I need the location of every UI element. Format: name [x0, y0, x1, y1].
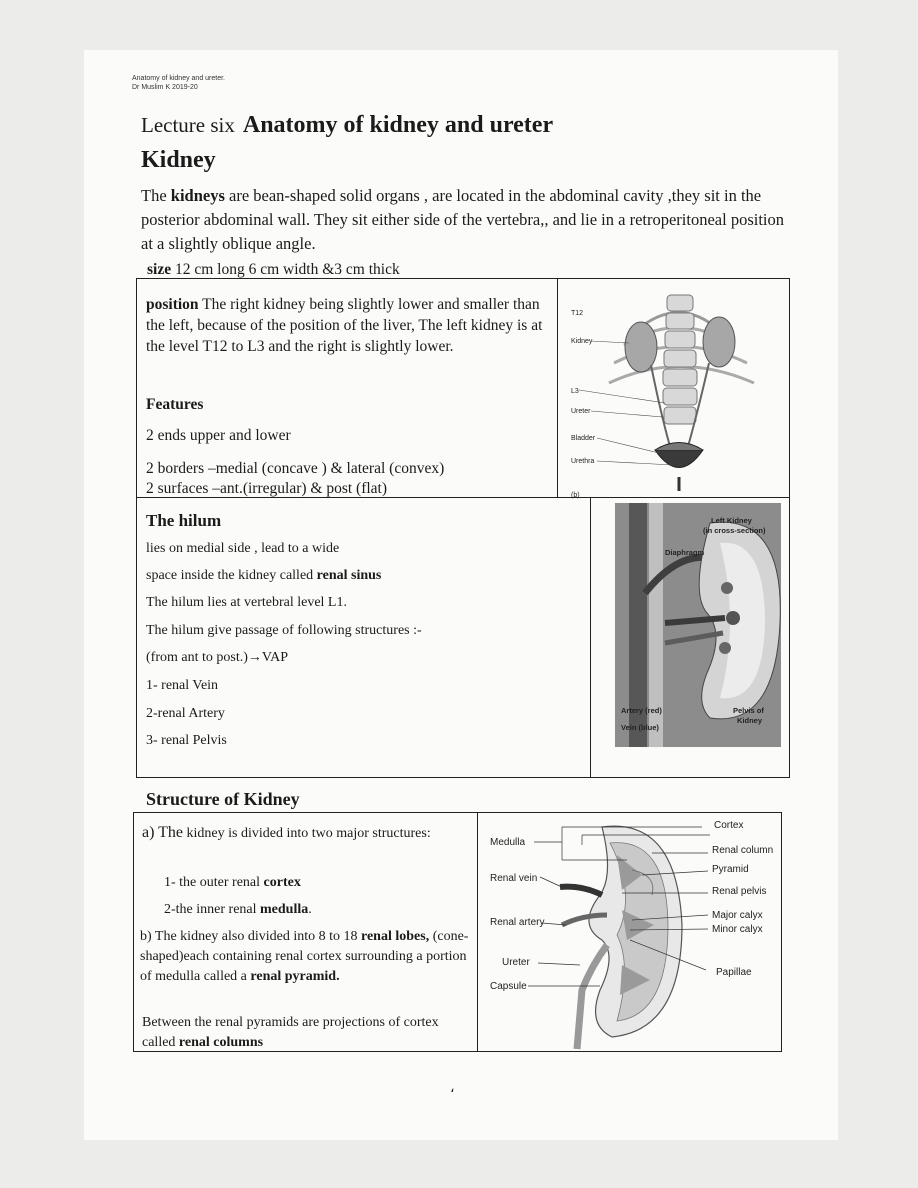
label-major-calyx: Major calyx — [712, 910, 763, 921]
kidney-cross-section-figure — [615, 503, 781, 747]
features-ends: 2 ends upper and lower — [146, 427, 291, 444]
spine-shape — [663, 295, 697, 424]
hilum-line: The hilum give passage of following structures :- — [146, 623, 422, 638]
bladder-shape — [655, 450, 703, 468]
label-renal-column: Renal column — [712, 845, 774, 856]
hilum-heading: The hilum — [146, 511, 222, 530]
label-minor-calyx: Minor calyx — [712, 924, 763, 935]
page-mark: ، — [450, 1081, 455, 1096]
label-pyramid: Pyramid — [712, 864, 749, 875]
kidney-structure-figure — [482, 815, 780, 1049]
size-line: size 12 cm long 6 cm width &3 cm thick — [147, 261, 400, 278]
label-l3: L3 — [571, 388, 579, 395]
hilum-line: space inside the kidney called renal sinus — [146, 568, 382, 583]
label-ureter: Ureter — [502, 957, 530, 968]
structure-table — [133, 812, 782, 1052]
document-header — [132, 74, 225, 92]
label-vein: Vein (blue) — [621, 723, 659, 732]
label-urethra: Urethra — [571, 458, 595, 465]
label-artery: Artery (red) — [621, 706, 662, 715]
table-divider — [477, 813, 478, 1051]
label-panel-b: (b) — [571, 492, 580, 499]
features-borders: 2 borders –medial (concave ) & lateral (convex) — [146, 460, 445, 477]
label-renal-pelvis: Renal pelvis — [712, 886, 767, 897]
features-heading: Features — [146, 396, 204, 413]
header-line-2: Dr Muslim K 2019-20 — [132, 84, 198, 91]
right-kidney-shape — [625, 322, 657, 372]
position-text: position The right kidney being slightly lower and smaller than the left, because of the position of the liver, The left kidney is at the level T12 to L3 and the right is slightly lower. — [146, 296, 543, 355]
label-renal-vein: Renal vein — [490, 873, 538, 884]
structure-a: a) The kidney is divided into two major structures: — [142, 824, 431, 841]
structure-a1: 1- the outer renal cortex — [164, 875, 301, 890]
lecture-label: Lecture six — [141, 113, 235, 137]
label-pelvis-2: Kidney — [737, 716, 763, 725]
left-kidney-shape — [703, 317, 735, 367]
label-capsule: Capsule — [490, 981, 527, 992]
renal-vein-shape — [560, 887, 602, 895]
hilum-line: (from ant to post.)→VAP — [146, 650, 289, 665]
urinary-system-figure — [569, 285, 781, 499]
label-pelvis-1: Pelvis of — [733, 706, 764, 715]
label-t12: T12 — [571, 310, 584, 317]
label-bladder: Bladder — [571, 435, 596, 442]
label-left-kidney: Left Kidney — [711, 516, 752, 525]
structure-c: Between the renal pyramids are projections of cortex called renal columns — [142, 1015, 439, 1050]
intro-paragraph: The kidneys are bean-shaped solid organs , are located in the abdominal cavity ,they sit in the posterior abdominal wall. They sit either side of the vertebra,, and lie in a retroperitoneal position at a slightly oblique angle. — [141, 186, 785, 253]
label-renal-artery: Renal artery — [490, 917, 545, 928]
table-divider — [557, 279, 558, 497]
label-papillae: Papillae — [716, 967, 752, 978]
structure-b: b) The kidney also divided into 8 to 18 renal lobes, (cone-shaped)each containing renal cortex surrounding a portion of medulla called a renal pyramid. — [140, 929, 469, 984]
section-heading-structure: Structure of Kidney — [146, 789, 300, 809]
hilum-line: The hilum lies at vertebral level L1. — [146, 595, 347, 610]
label-kidney: Kidney — [571, 338, 593, 345]
lecture-title: Anatomy of kidney and ureter — [242, 112, 554, 138]
label-diaphragm: Diaphragm — [665, 548, 705, 557]
hilum-line: 3- renal Pelvis — [146, 733, 227, 748]
kidney-info-table — [136, 278, 790, 778]
hilum-line: lies on medial side , lead to a wide — [146, 541, 340, 556]
hilum-line: 2-renal Artery — [146, 706, 225, 721]
section-heading-kidney: Kidney — [141, 147, 216, 173]
table-divider — [590, 497, 591, 777]
label-medulla: Medulla — [490, 837, 526, 848]
hilum-line: 1- renal Vein — [146, 678, 219, 693]
structure-a2: 2-the inner renal medulla. — [164, 902, 312, 917]
features-surfaces: 2 surfaces –ant.(irregular) & post (flat) — [146, 480, 388, 497]
header-line-1: Anatomy of kidney and ureter. — [132, 75, 225, 82]
label-cross-section: (in cross-section) — [703, 526, 766, 535]
label-cortex: Cortex — [714, 820, 744, 831]
page-title — [141, 112, 553, 139]
label-ureter: Ureter — [571, 408, 591, 415]
